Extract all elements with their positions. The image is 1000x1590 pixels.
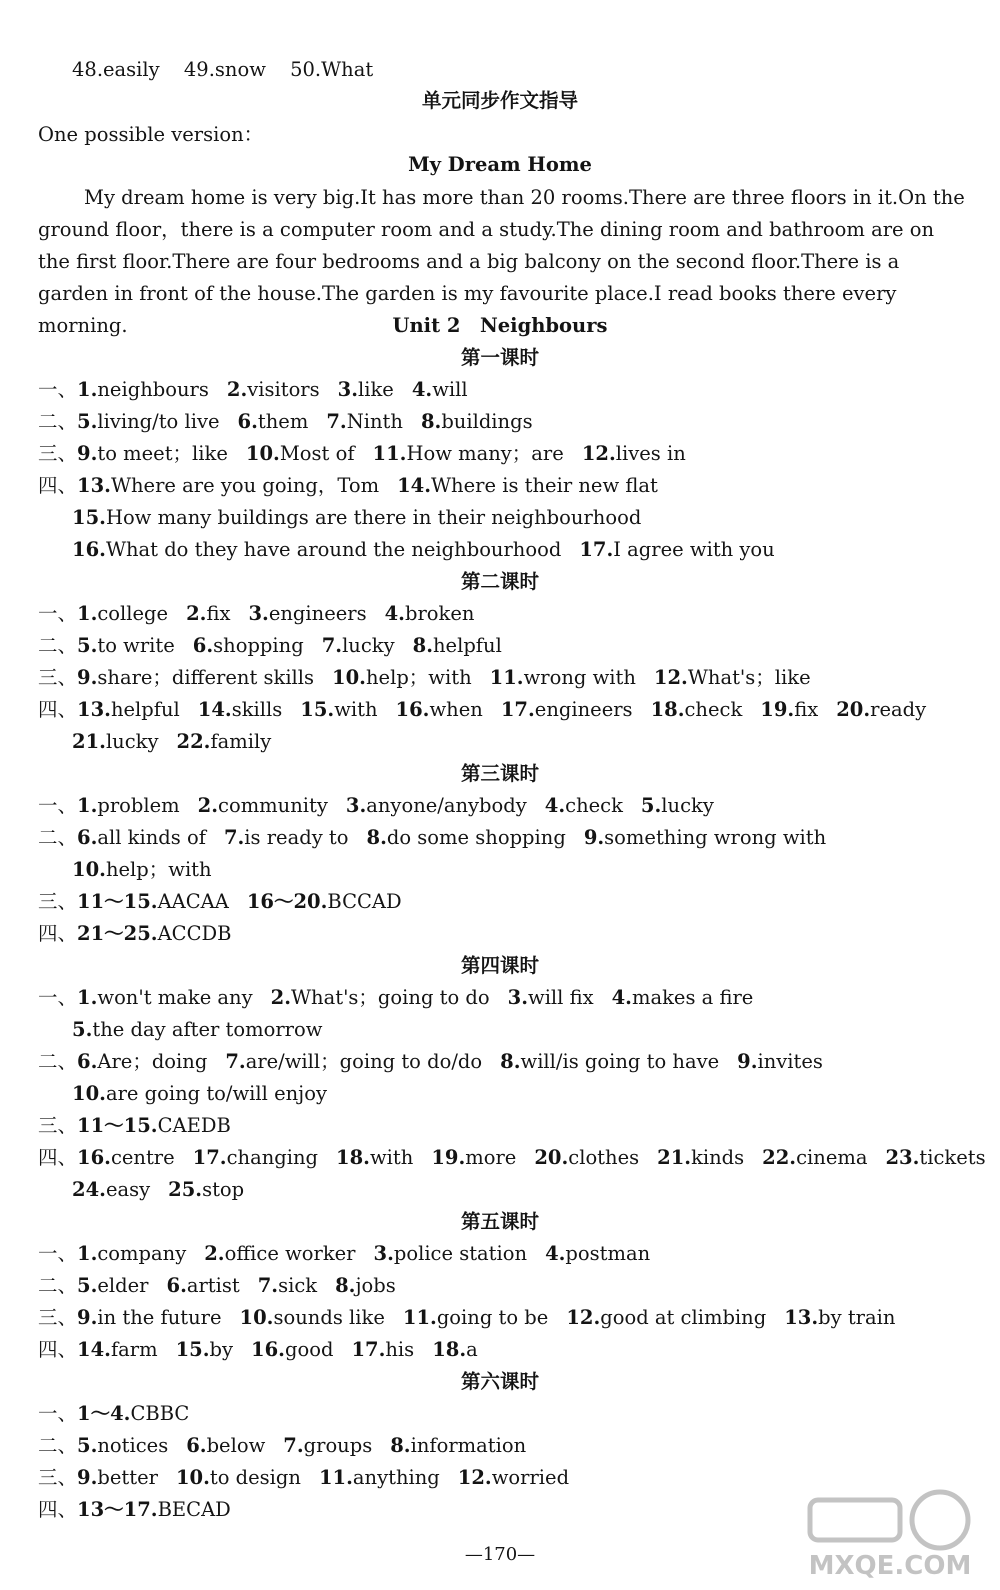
answer-item: 19.fix	[760, 698, 819, 721]
answer-item: 49.snow	[183, 58, 266, 81]
answer-item: 1.problem	[77, 794, 180, 817]
section-prefix: 一、	[38, 602, 78, 625]
answer-item: 17.changing	[192, 1146, 319, 1169]
answer-line	[38, 983, 970, 1013]
answer-item: 9.invites	[737, 1050, 823, 1073]
answer-item: 7.are/will；going to do/do	[225, 1050, 483, 1073]
answer-item: 6.them	[237, 410, 309, 433]
answer-item: 11.anything	[318, 1466, 440, 1489]
section-prefix: 三、	[38, 1306, 78, 1329]
answer-line	[72, 1079, 970, 1109]
answer-line	[38, 919, 970, 949]
answer-item: 4.makes a fire	[611, 986, 754, 1009]
answer-item: 25.stop	[168, 1178, 245, 1201]
answer-item: 9.share；different skills	[77, 666, 315, 689]
answer-item: 5.elder	[77, 1274, 149, 1297]
answer-line	[38, 1271, 970, 1301]
section-prefix: 二、	[38, 410, 78, 433]
answer-item: 3.like	[337, 378, 394, 401]
writing-section-title: 单元同步作文指导	[421, 89, 578, 112]
section-prefix: 一、	[38, 794, 78, 817]
section-prefix: 二、	[38, 826, 78, 849]
essay-text: My dream home is very big.It has more than 20 rooms.There are three floors in it.On the ground floor，there is a computer room and a study.The dining room and bathroom are on the first floor.There are four bedrooms and a big balcony on the second floor.There is a garden in front of the house.The garden is my favourite place.I read books there every morning.	[38, 186, 965, 337]
answer-item: 15.How many buildings are there in their neighbourhood	[72, 506, 642, 529]
section-prefix: 三、	[38, 1466, 78, 1489]
answer-item: 8.jobs	[335, 1274, 396, 1297]
section-prefix: 二、	[38, 1434, 78, 1457]
answer-line	[38, 791, 970, 821]
answer-item: 5.living/to live	[77, 410, 220, 433]
answer-item: 9.better	[77, 1466, 158, 1489]
answer-item: 16.good	[251, 1338, 334, 1361]
section-prefix: 一、	[38, 1242, 78, 1265]
answer-line	[38, 1047, 970, 1077]
answer-line	[38, 407, 970, 437]
answer-item: 2.visitors	[226, 378, 320, 401]
answer-item: 7.groups	[283, 1434, 373, 1457]
answer-item: 3.police station	[373, 1242, 528, 1265]
answer-item: 6.artist	[166, 1274, 240, 1297]
lesson-title: 第六课时	[460, 1370, 539, 1393]
answer-line	[72, 1015, 970, 1045]
answer-item: 4.will	[411, 378, 468, 401]
answer-item: 17.his	[351, 1338, 415, 1361]
answer-item: 4.broken	[384, 602, 475, 625]
possible-version-label: One possible version：	[38, 123, 264, 146]
unit-title: Unit 2 Neighbours	[392, 314, 608, 337]
answer-item: 20.ready	[836, 698, 927, 721]
answer-item: 12.good at climbing	[566, 1306, 767, 1329]
answer-line	[38, 695, 970, 725]
section-prefix: 四、	[38, 698, 78, 721]
answer-line	[38, 823, 970, 853]
answer-item: 18.check	[650, 698, 743, 721]
answer-item: 11～15.CAEDB	[77, 1114, 231, 1137]
section-prefix: 一、	[38, 1402, 78, 1425]
lesson-title: 第二课时	[460, 570, 539, 593]
answer-line	[72, 727, 970, 757]
top-answer-line	[72, 55, 970, 85]
answer-item: 11.going to be	[402, 1306, 549, 1329]
answer-item: 11.How many；are	[372, 442, 564, 465]
answer-item: 7.lucky	[321, 634, 395, 657]
answer-line	[38, 663, 970, 693]
answer-item: 19.more	[431, 1146, 517, 1169]
answer-line	[38, 1431, 970, 1461]
svg-text:MXQE.COM: MXQE.COM	[808, 1551, 972, 1581]
answer-item: 4.postman	[545, 1242, 651, 1265]
answer-item: 1.neighbours	[77, 378, 209, 401]
answer-item: 24.easy	[72, 1178, 151, 1201]
answer-item: 16～20.BCCAD	[246, 890, 402, 913]
answer-item: 10.sounds like	[239, 1306, 385, 1329]
section-prefix: 四、	[38, 1338, 78, 1361]
answer-item: 3.engineers	[248, 602, 367, 625]
section-prefix: 四、	[38, 1498, 78, 1521]
answer-line	[38, 1303, 970, 1333]
answer-item: 8.information	[390, 1434, 527, 1457]
answer-line	[38, 471, 970, 501]
answer-item: 12.What's；like	[653, 666, 811, 689]
answer-item: 9.in the future	[77, 1306, 222, 1329]
answer-item: 10.help；with	[332, 666, 472, 689]
answer-item: 11～15.AACAA	[77, 890, 229, 913]
section-prefix: 三、	[38, 1114, 78, 1137]
answer-item: 2.fix	[186, 602, 231, 625]
answer-item: 9.something wrong with	[583, 826, 827, 849]
answer-item: 12.lives in	[581, 442, 686, 465]
answer-item: 7.is ready to	[223, 826, 349, 849]
answer-item: 14.farm	[77, 1338, 158, 1361]
answer-item: 8.do some shopping	[366, 826, 566, 849]
answer-item: 17.I agree with you	[579, 538, 775, 561]
section-prefix: 四、	[38, 1146, 78, 1169]
answer-line	[72, 855, 970, 885]
answer-item: 9.to meet；like	[77, 442, 228, 465]
answer-item: 10.to design	[175, 1466, 301, 1489]
answer-item: 22.cinema	[762, 1146, 868, 1169]
answer-line	[38, 1111, 970, 1141]
answer-item: 11.wrong with	[489, 666, 636, 689]
answer-item: 7.sick	[257, 1274, 318, 1297]
answer-line	[72, 503, 970, 533]
answer-line	[38, 1335, 970, 1365]
section-prefix: 三、	[38, 666, 78, 689]
answer-item: 1.won't make any	[77, 986, 253, 1009]
answer-item: 18.with	[336, 1146, 414, 1169]
answer-item: 6.Are；doing	[77, 1050, 208, 1073]
answer-item: 13.Where are you going，Tom	[77, 474, 380, 497]
answer-item: 8.buildings	[420, 410, 533, 433]
answer-line	[38, 1239, 970, 1269]
section-prefix: 三、	[38, 890, 78, 913]
answer-item: 10.Most of	[245, 442, 355, 465]
answer-item: 12.worried	[457, 1466, 570, 1489]
answer-line	[38, 1399, 970, 1429]
lesson-title: 第一课时	[460, 346, 539, 369]
section-prefix: 四、	[38, 474, 78, 497]
answer-line	[38, 1143, 986, 1173]
lesson-title: 第五课时	[460, 1210, 539, 1233]
answer-item: 48.easily	[72, 58, 160, 81]
answer-item: 5.to write	[77, 634, 175, 657]
section-prefix: 三、	[38, 442, 78, 465]
answer-item: 15.by	[175, 1338, 234, 1361]
answer-item: 2.office worker	[204, 1242, 356, 1265]
answer-item: 23.tickets	[885, 1146, 986, 1169]
answer-item: 3.will fix	[507, 986, 594, 1009]
answer-item: 20.clothes	[534, 1146, 640, 1169]
answer-item: 13.by train	[784, 1306, 896, 1329]
answer-item: 14.Where is their new flat	[397, 474, 658, 497]
answer-item: 13～17.BECAD	[77, 1498, 231, 1521]
section-prefix: 二、	[38, 1274, 78, 1297]
essay-title: My Dream Home	[408, 153, 592, 176]
answer-item: 8.helpful	[412, 634, 502, 657]
answer-item: 6.below	[186, 1434, 266, 1457]
answer-item: 5.notices	[77, 1434, 169, 1457]
answer-line	[38, 439, 970, 469]
section-prefix: 四、	[38, 922, 78, 945]
answer-line	[38, 631, 970, 661]
answer-line	[72, 1175, 970, 1205]
answer-item: 18.a	[432, 1338, 478, 1361]
answer-item: 3.anyone/anybody	[345, 794, 527, 817]
answer-item: 16.What do they have around the neighbourhood	[72, 538, 562, 561]
answer-item: 8.will/is going to have	[500, 1050, 720, 1073]
answer-item: 17.engineers	[500, 698, 633, 721]
answer-line	[38, 887, 970, 917]
answer-item: 4.check	[544, 794, 623, 817]
answer-item: 16.when	[395, 698, 483, 721]
answer-line	[72, 535, 970, 565]
answer-item: 6.all kinds of	[77, 826, 206, 849]
answer-item: 50.What	[290, 58, 374, 81]
answer-item: 1～4.CBBC	[77, 1402, 190, 1425]
answer-item: 21.kinds	[657, 1146, 745, 1169]
answer-item: 22.family	[176, 730, 272, 753]
answer-item: 21～25.ACCDB	[77, 922, 232, 945]
section-prefix: 二、	[38, 634, 78, 657]
answer-item: 6.shopping	[192, 634, 304, 657]
answer-item: 5.the day after tomorrow	[72, 1018, 323, 1041]
watermark-logo	[790, 1482, 990, 1582]
section-prefix: 一、	[38, 378, 78, 401]
answer-item: 10.are going to/will enjoy	[72, 1082, 327, 1105]
answer-item: 10.help；with	[72, 858, 212, 881]
answer-item: 1.company	[77, 1242, 187, 1265]
lesson-title: 第三课时	[460, 762, 539, 785]
answer-line	[38, 599, 970, 629]
lesson-title: 第四课时	[460, 954, 539, 977]
answer-item: 15.with	[300, 698, 378, 721]
section-prefix: 一、	[38, 986, 78, 1009]
page-number: —170—	[464, 1544, 536, 1565]
answer-item: 1.college	[77, 602, 169, 625]
answer-line	[38, 375, 970, 405]
answer-item: 2.community	[197, 794, 328, 817]
answer-item: 21.lucky	[72, 730, 159, 753]
answer-item: 5.lucky	[640, 794, 714, 817]
answer-item: 14.skills	[197, 698, 283, 721]
answer-item: 7.Ninth	[326, 410, 403, 433]
answer-item: 2.What's；going to do	[270, 986, 490, 1009]
answer-item: 13.helpful	[77, 698, 180, 721]
answer-item: 16.centre	[77, 1146, 175, 1169]
section-prefix: 二、	[38, 1050, 78, 1073]
